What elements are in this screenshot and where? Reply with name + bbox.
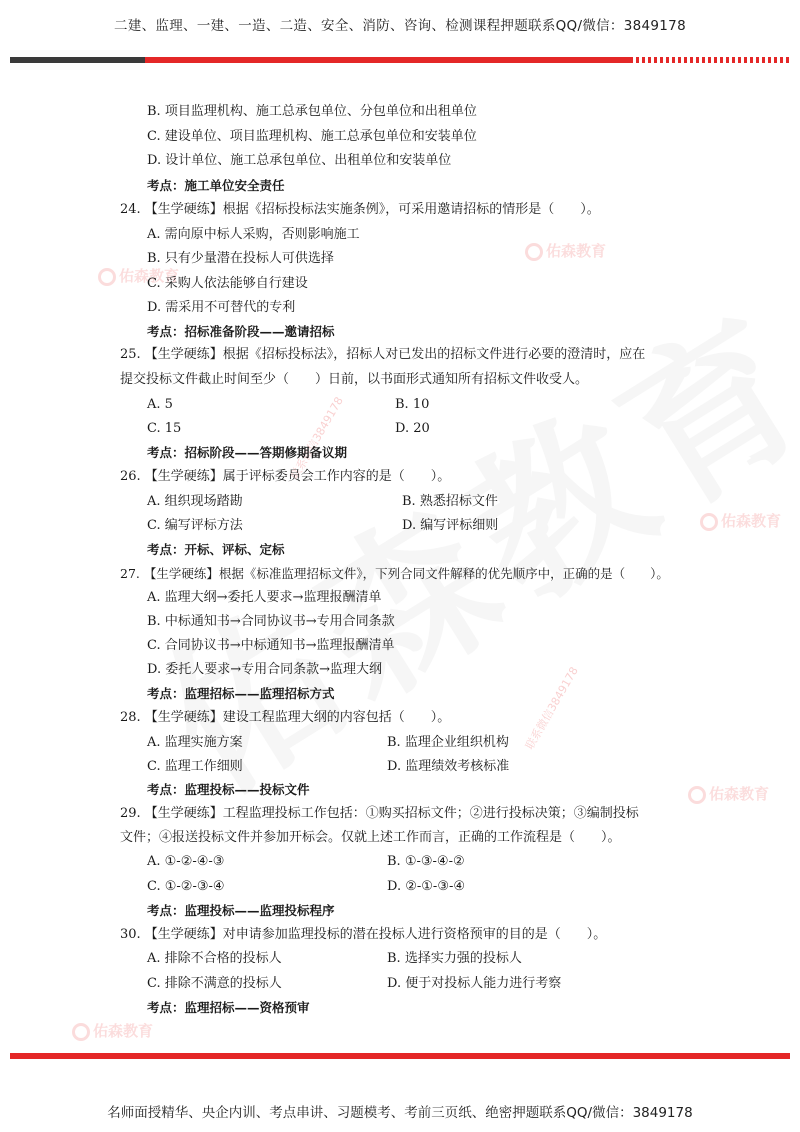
question-stem: 30. 【生学硬练】对申请参加监理投标的潜在投标人进行资格预审的目的是（ ）。 [120,927,607,942]
option-line: D. 便于对投标人能力进行考察 [387,976,562,991]
topic-line: 考点：监理招标——资格预审 [147,1000,310,1015]
option-line: D. 编写评标细则 [402,518,499,533]
watermark-logo: 佑森教育 [688,783,769,804]
option-line: D. 设计单位、施工总承包单位、出租单位和安装单位 [147,153,452,168]
option-line: B. 10 [395,397,430,412]
option-line: D. ②-①-③-④ [387,879,466,894]
logo-icon [700,513,718,531]
question-stem: 26. 【生学硬练】属于评标委员会工作内容的是（ ）。 [120,469,451,484]
option-line: C. 15 [147,421,182,436]
option-line: B. 只有少量潜在投标人可供选择 [147,251,334,266]
option-line: B. 项目监理机构、施工总承包单位、分包单位和出租单位 [147,104,477,119]
topic-line: 考点：施工单位安全责任 [147,178,285,193]
watermark-logo: 佑森教育 [72,1020,153,1041]
question-stem: 文件；④报送投标文件并参加开标会。仅就上述工作而言，正确的工作流程是（ ）。 [120,830,621,845]
option-line: A. 5 [147,397,173,412]
page-footer: 名师面授精华、央企内训、考点串讲、习题模考、考前三页纸、绝密押题联系QQ/微信：3849178 [107,1105,693,1121]
page-header: 二建、监理、一建、一造、二造、安全、消防、咨询、检测课程押题联系QQ/微信：3849178 [114,18,686,34]
watermark-text: 联系微信3849178 [288,394,346,482]
question-stem: 25. 【生学硬练】根据《招标投标法》，招标人对已发出的招标文件进行必要的澄清时，应在 [120,347,646,362]
option-line: B. 中标通知书→合同协议书→专用合同条款 [147,614,395,629]
option-line: C. 采购人依法能够自行建设 [147,276,308,291]
option-line: A. 需向原中标人采购，否则影响施工 [147,227,360,242]
topic-line: 考点：监理投标——投标文件 [147,782,310,797]
question-stem: 24. 【生学硬练】根据《招标投标法实施条例》，可采用邀请招标的情形是（ ）。 [120,202,600,217]
topic-line: 考点：招标阶段——答期修期备议期 [147,445,348,460]
option-line: D. 需采用不可替代的专利 [147,300,296,315]
question-stem: 29. 【生学硬练】工程监理投标工作包括：①购买招标文件；②进行投标决策；③编制投标 [120,806,639,821]
question-stem: 28. 【生学硬练】建设工程监理大纲的内容包括（ ）。 [120,710,451,725]
footer-rule [10,1053,790,1059]
logo-icon [688,786,706,804]
option-line: D. 监理绩效考核标准 [387,759,510,774]
question-stem: 提交投标文件截止时间至少（ ）日前，以书面形式通知所有招标文件收受人。 [120,372,589,387]
option-line: A. 监理大纲→委托人要求→监理报酬清单 [147,590,382,605]
option-line: D. 20 [395,421,430,436]
logo-icon [98,268,116,286]
logo-icon [72,1023,90,1041]
option-line: D. 委托人要求→专用合同条款→监理大纲 [147,662,383,677]
option-line: A. 排除不合格的投标人 [147,951,282,966]
topic-line: 考点：开标、评标、定标 [147,542,285,557]
topic-line: 考点：监理投标——监理投标程序 [147,903,335,918]
topic-line: 考点：监理招标——监理招标方式 [147,686,335,701]
watermark-text: 联系微信3849178 [523,664,581,752]
option-line: C. 合同协议书→中标通知书→监理报酬清单 [147,638,395,653]
option-line: C. 建设单位、项目监理机构、施工总承包单位和安装单位 [147,129,477,144]
option-line: B. 监理企业组织机构 [387,735,509,750]
option-line: B. ①-③-④-② [387,854,465,869]
option-line: C. ①-②-③-④ [147,879,225,894]
header-rule [10,57,790,63]
option-line: C. 排除不满意的投标人 [147,976,282,991]
watermark-logo: 佑森教育 [98,265,179,286]
option-line: C. 编写评标方法 [147,518,243,533]
option-line: B. 选择实力强的投标人 [387,951,522,966]
option-line: A. 监理实施方案 [147,735,243,750]
option-line: A. 组织现场踏勘 [147,494,243,509]
watermark-logo: 佑森教育 [700,510,781,531]
topic-line: 考点：招标准备阶段——邀请招标 [147,324,335,339]
option-line: B. 熟悉招标文件 [402,494,498,509]
watermark-logo: 佑森教育 [525,240,606,261]
option-line: A. ①-②-④-③ [147,854,225,869]
logo-icon [525,243,543,261]
question-stem: 27. 【生学硬练】根据《标准监理招标文件》，下列合同文件解释的优先顺序中，正确的是（ ）。 [120,566,669,581]
option-line: C. 监理工作细则 [147,759,243,774]
